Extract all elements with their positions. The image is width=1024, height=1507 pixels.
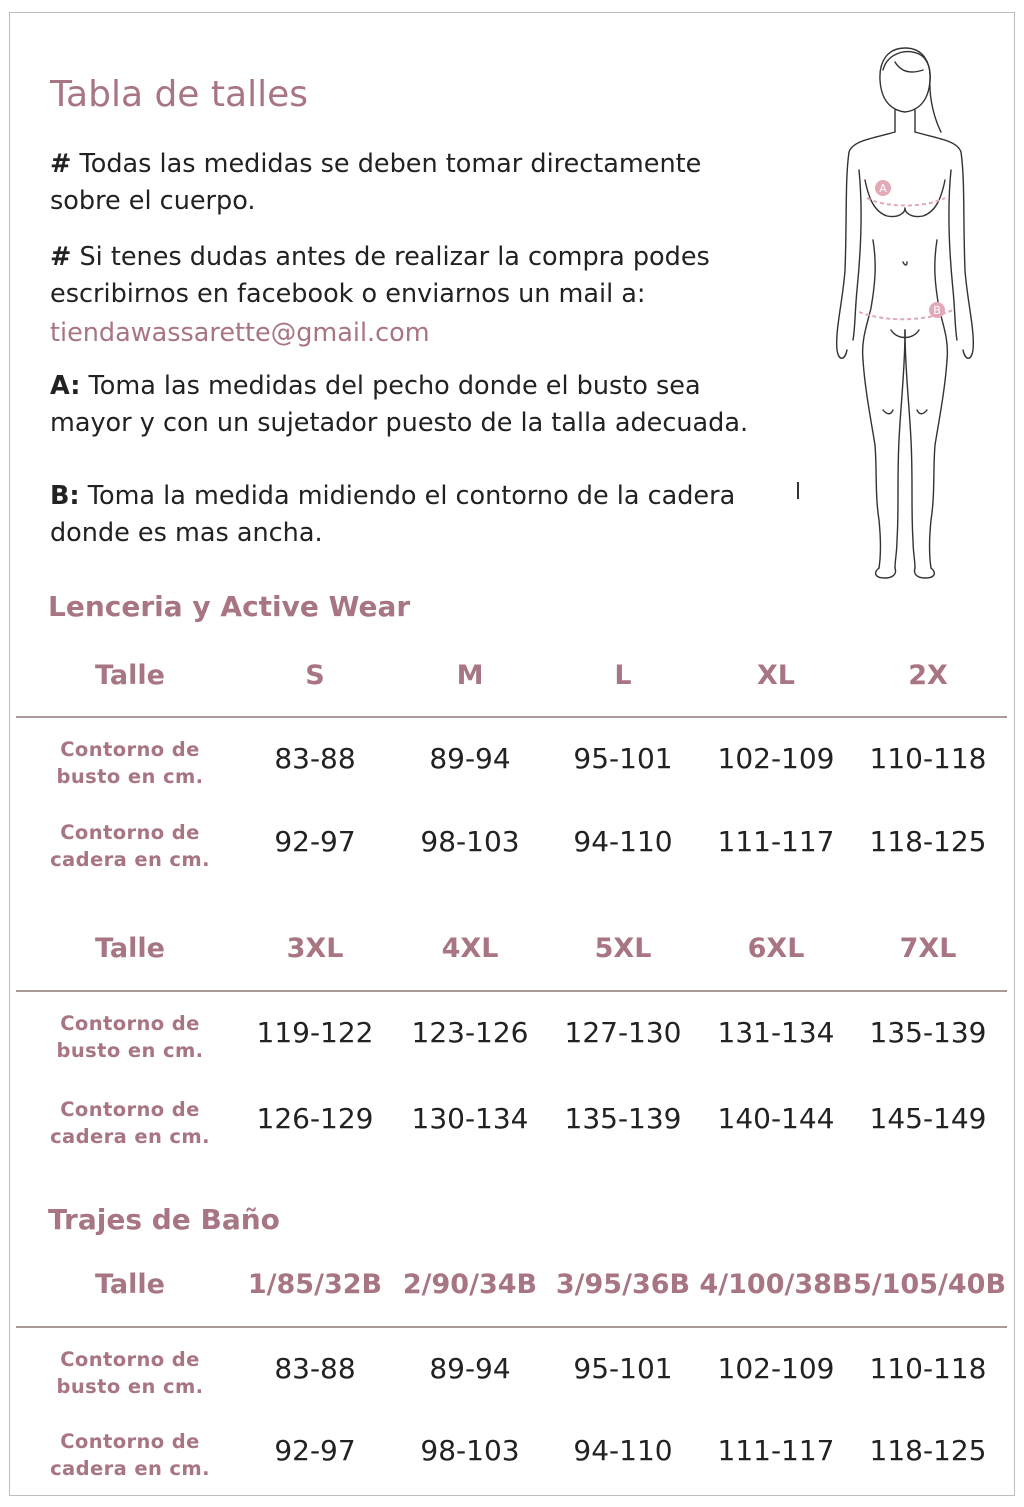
intro-paragraph-1	[50, 146, 770, 220]
row-label-line: Contorno de	[60, 1012, 200, 1035]
busto-value-cell: 83-88	[274, 742, 356, 775]
row-label-line: busto en cm.	[56, 1039, 204, 1062]
body-measurement-figure	[825, 40, 985, 585]
note-b-label: B:	[50, 481, 80, 511]
row-label-busto	[30, 736, 230, 790]
cadera-value-cell: 126-129	[256, 1102, 374, 1135]
cadera-value-cell: 145-149	[869, 1102, 987, 1135]
marker-b-label: B	[933, 304, 941, 317]
busto-value-cell: 102-109	[717, 742, 835, 775]
cadera-value-cell: 94-110	[573, 825, 673, 858]
row-label-busto	[30, 1010, 230, 1064]
marker-a-label: A	[879, 182, 887, 195]
row-label-line: cadera en cm.	[50, 848, 210, 871]
size-header-cell: L	[614, 660, 632, 691]
note-a-text: Toma las medidas del pecho donde el busto sea mayor y con un sujetador puesto de la talla adecuada.	[50, 371, 749, 438]
size-header-cell: 3XL	[286, 933, 344, 964]
cadera-value-cell: 94-110	[573, 1434, 673, 1467]
size-header-cell: XL	[756, 660, 796, 691]
cadera-value-cell: 118-125	[869, 1434, 987, 1467]
intro-text-1: Todas las medidas se deben tomar directamente sobre el cuerpo.	[50, 149, 702, 216]
cadera-value-cell: 140-144	[717, 1102, 835, 1135]
cadera-value-cell: 92-97	[274, 825, 356, 858]
table-divider	[16, 716, 1007, 718]
row-label-line: Contorno de	[60, 1098, 200, 1121]
row-label-line: Contorno de	[60, 738, 200, 761]
section-title-lenceria: Lenceria y Active Wear	[48, 590, 411, 623]
row-label-line: Contorno de	[60, 821, 200, 844]
note-b	[50, 478, 740, 552]
size-header-cell: 4XL	[441, 933, 499, 964]
table-divider	[16, 990, 1007, 992]
row-label-line: cadera en cm.	[50, 1125, 210, 1148]
cadera-value-cell: 111-117	[717, 1434, 835, 1467]
busto-value-cell: 127-130	[564, 1016, 682, 1049]
row-label-busto	[30, 1346, 230, 1400]
busto-value-cell: 131-134	[717, 1016, 835, 1049]
row-label-cadera	[30, 1096, 230, 1150]
size-header-cell: 5XL	[594, 933, 652, 964]
size-header-cell: 2X	[908, 660, 948, 691]
busto-value-cell: 89-94	[429, 1352, 511, 1385]
contact-email-link[interactable]: tiendawassarette@gmail.com	[50, 318, 430, 348]
busto-value-cell: 110-118	[869, 742, 987, 775]
text-cursor	[797, 482, 799, 499]
busto-value-cell: 83-88	[274, 1352, 356, 1385]
row-label-cadera	[30, 1428, 230, 1482]
size-header-cell: S	[305, 660, 325, 691]
size-header-cell: M	[456, 660, 484, 691]
size-header-label: Talle	[95, 1269, 165, 1300]
busto-value-cell: 119-122	[256, 1016, 374, 1049]
intro-text-2: Si tenes dudas antes de realizar la compra podes escribirnos en facebook o enviarnos un mail a:	[50, 242, 710, 309]
size-header-cell: 1/85/32B	[247, 1269, 383, 1300]
page-title: Tabla de talles	[50, 74, 308, 115]
intro-paragraph-2	[50, 239, 770, 313]
busto-value-cell: 89-94	[429, 742, 511, 775]
row-label-line: busto en cm.	[56, 1375, 204, 1398]
table-divider	[16, 1326, 1007, 1328]
row-label-cadera	[30, 819, 230, 873]
row-label-line: busto en cm.	[56, 765, 204, 788]
busto-value-cell: 95-101	[573, 1352, 673, 1385]
note-a	[50, 368, 770, 442]
size-header-label: Talle	[95, 660, 165, 691]
note-a-label: A:	[50, 371, 81, 401]
size-header-cell: 4/100/38B	[699, 1269, 853, 1300]
cadera-value-cell: 111-117	[717, 825, 835, 858]
size-header-cell: 3/95/36B	[555, 1269, 691, 1300]
busto-value-cell: 123-126	[411, 1016, 529, 1049]
busto-value-cell: 110-118	[869, 1352, 987, 1385]
row-label-line: cadera en cm.	[50, 1457, 210, 1480]
size-header-cell: 2/90/34B	[402, 1269, 538, 1300]
size-header-cell: 7XL	[899, 933, 957, 964]
size-header-cell: 6XL	[747, 933, 805, 964]
cadera-value-cell: 130-134	[411, 1102, 529, 1135]
section-title-trajes: Trajes de Baño	[48, 1203, 280, 1236]
busto-value-cell: 95-101	[573, 742, 673, 775]
row-label-line: Contorno de	[60, 1430, 200, 1453]
cadera-value-cell: 98-103	[420, 825, 520, 858]
size-header-cell: 5/105/40B	[853, 1269, 1007, 1300]
busto-value-cell: 135-139	[869, 1016, 987, 1049]
size-header-label: Talle	[95, 933, 165, 964]
cadera-value-cell: 118-125	[869, 825, 987, 858]
hash-marker: #	[50, 242, 72, 272]
note-b-text: Toma la medida midiendo el contorno de la cadera donde es mas ancha.	[50, 481, 736, 548]
hash-marker: #	[50, 149, 72, 179]
cadera-value-cell: 98-103	[420, 1434, 520, 1467]
cadera-value-cell: 92-97	[274, 1434, 356, 1467]
row-label-line: Contorno de	[60, 1348, 200, 1371]
busto-value-cell: 102-109	[717, 1352, 835, 1385]
cadera-value-cell: 135-139	[564, 1102, 682, 1135]
